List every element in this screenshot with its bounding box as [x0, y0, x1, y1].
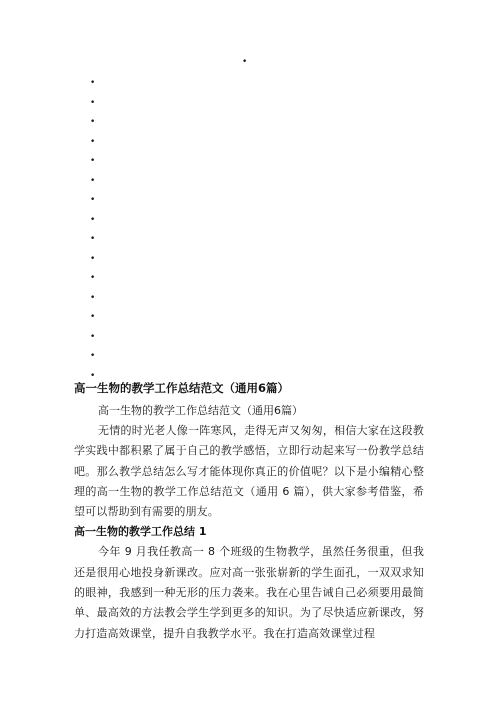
- list-item: •: [90, 331, 96, 342]
- list-item: •: [90, 214, 96, 225]
- list-item: •: [90, 234, 96, 244]
- list-item: •: [90, 156, 96, 166]
- list-item: •: [90, 117, 96, 127]
- top-bullet-marker: •: [242, 57, 248, 67]
- document-subtitle: 高一生物的教学工作总结范文（通用6篇）: [98, 404, 303, 417]
- list-item: •: [90, 292, 96, 303]
- list-item: •: [90, 312, 96, 322]
- bullet-list: [90, 74, 95, 386]
- list-item: •: [90, 78, 96, 88]
- list-item: •: [90, 351, 96, 361]
- document-content: [74, 379, 424, 644]
- list-item: •: [90, 370, 96, 381]
- document-title: 高一生物的教学工作总结范文（通用6篇）: [74, 381, 289, 395]
- intro-paragraph: 无情的时光老人像一阵寒风，走得无声又匆匆，相信大家在这段教学实践中都积累了属于自己的教学感悟，立即行动起来写一份教学总结吧。那么教学总结怎么写才能体现你真正的价值呢？以下是小编精心整理的高一生物的教学工作总结范文（通用 6 篇），供大家参考借鉴，希望可以帮助到有需要的朋友。: [74, 424, 424, 519]
- list-item: •: [90, 175, 96, 186]
- list-item: •: [90, 195, 96, 205]
- list-item: •: [90, 136, 96, 147]
- section-heading: 高一生物的教学工作总结 1: [74, 525, 207, 539]
- section-paragraph: 今年 9 月我任教高一 8 个班级的生物教学，虽然任务很重，但我还是很用心地投身新课改。应对高一张张崭新的学生面孔，一双双求知的眼神，我感到一种无形的压力袭来。我在心里告诫自己必须要用最简单、最高效的方法教会学生学到更多的知识。为了尽快适应新课改，努力打造高效课堂，提升自我教学水平。我在打造高效课堂过程: [74, 545, 424, 640]
- list-item: •: [90, 253, 96, 264]
- list-item: •: [90, 97, 96, 108]
- list-item: •: [90, 273, 96, 283]
